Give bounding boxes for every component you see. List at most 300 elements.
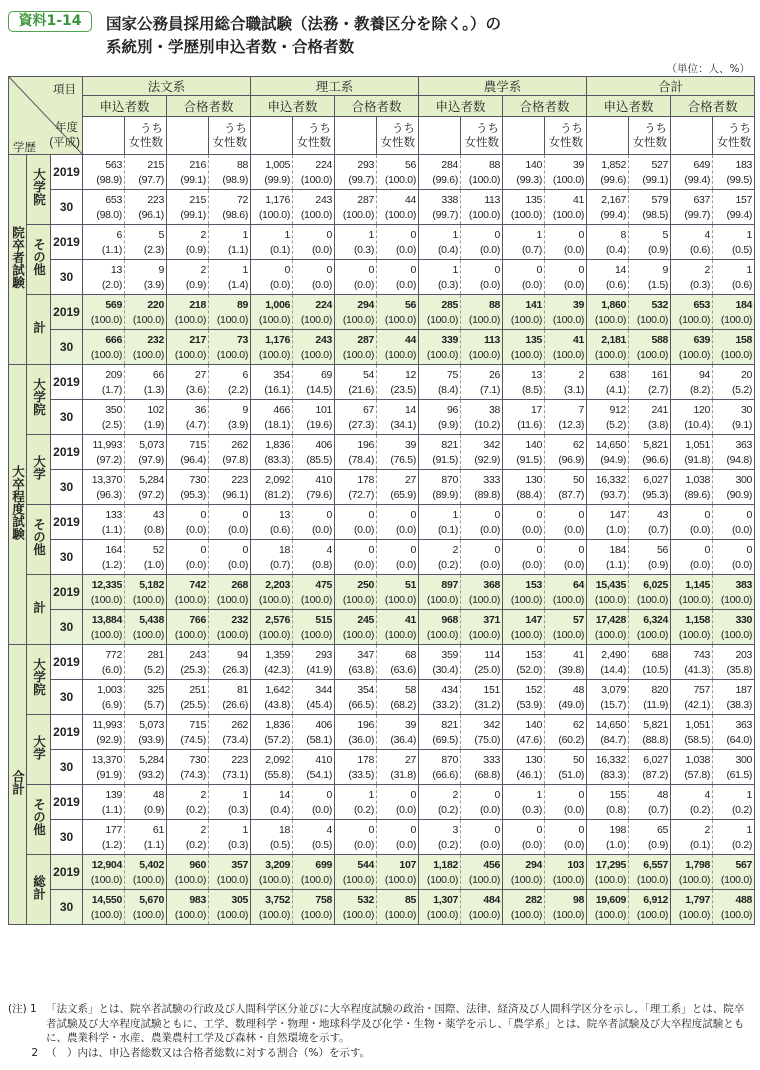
count-value: 0	[368, 263, 375, 276]
percent-value: (89.6)	[684, 488, 711, 501]
corner-item-label: 項目	[53, 84, 77, 96]
percent-value: (74.5)	[180, 733, 207, 746]
value-cell	[503, 715, 545, 750]
percent-value: (61.5)	[726, 768, 753, 781]
count-value: 216	[189, 158, 207, 171]
count-value: 333	[483, 753, 501, 766]
value-cell	[587, 365, 629, 400]
count-value: 2,181	[601, 333, 627, 346]
percent-value: (0.0)	[689, 523, 711, 536]
value-cell	[125, 155, 167, 190]
value-cell	[587, 400, 629, 435]
value-cell	[503, 645, 545, 680]
percent-value: (95.3)	[642, 488, 669, 501]
count-value: 58	[404, 683, 417, 696]
percent-value: (91.8)	[684, 453, 711, 466]
count-value: 250	[357, 578, 375, 591]
count-value: 368	[483, 578, 501, 591]
percent-value: (100.0)	[426, 593, 459, 606]
section-label: 大卒程度試験	[9, 365, 27, 645]
count-value: 342	[483, 438, 501, 451]
count-value: 406	[315, 718, 333, 731]
footnotes	[8, 1002, 753, 1060]
value-cell	[293, 645, 335, 680]
year-cell: 2019	[51, 715, 83, 750]
percent-value: (100.0)	[342, 873, 375, 886]
percent-value: (0.1)	[437, 523, 459, 536]
percent-value: (99.6)	[600, 173, 627, 186]
count-value: 532	[651, 298, 669, 311]
count-value: 0	[704, 543, 711, 556]
count-value: 1,145	[685, 578, 711, 591]
table-row	[9, 820, 755, 855]
percent-value: (100.0)	[300, 908, 333, 921]
value-cell	[545, 260, 587, 295]
value-cell	[671, 715, 713, 750]
count-value: 140	[525, 718, 543, 731]
percent-value: (100.0)	[552, 173, 585, 186]
percent-value: (0.2)	[731, 803, 753, 816]
count-value: 141	[525, 298, 543, 311]
percent-value: (100.0)	[258, 873, 291, 886]
percent-value: (100.0)	[678, 628, 711, 641]
value-cell	[293, 715, 335, 750]
count-value: 209	[105, 368, 123, 381]
count-value: 371	[483, 613, 501, 626]
percent-value: (91.5)	[516, 453, 543, 466]
count-value: 294	[357, 298, 375, 311]
count-value: 41	[572, 193, 585, 206]
value-cell	[293, 365, 335, 400]
value-cell	[629, 750, 671, 785]
subheader-apply: 申込者数	[83, 96, 167, 117]
percent-value: (36.0)	[348, 733, 375, 746]
value-cell	[335, 190, 377, 225]
percent-value: (49.0)	[558, 698, 585, 711]
count-value: 158	[735, 333, 753, 346]
value-cell	[251, 750, 293, 785]
count-value: 0	[410, 543, 417, 556]
value-cell	[419, 855, 461, 890]
value-cell	[629, 225, 671, 260]
percent-value: (3.9)	[143, 278, 165, 291]
percent-value: (0.9)	[143, 803, 165, 816]
value-cell	[209, 505, 251, 540]
percent-value: (3.1)	[563, 383, 585, 396]
header-blank-cell	[503, 117, 545, 155]
category-label: 大学院	[27, 155, 51, 225]
percent-value: (100.0)	[720, 873, 753, 886]
value-cell	[83, 295, 125, 330]
count-value: 13,370	[91, 753, 123, 766]
percent-value: (0.0)	[521, 558, 543, 571]
percent-value: (100.0)	[552, 593, 585, 606]
count-value: 821	[441, 718, 459, 731]
value-cell	[335, 855, 377, 890]
value-cell	[671, 435, 713, 470]
count-value: 41	[572, 648, 585, 661]
value-cell	[587, 680, 629, 715]
percent-value: (0.0)	[479, 523, 501, 536]
count-value: 766	[189, 613, 207, 626]
percent-value: (100.0)	[552, 628, 585, 641]
category-label: その他	[27, 505, 51, 575]
value-cell	[167, 645, 209, 680]
count-value: 18	[278, 823, 291, 836]
value-cell	[335, 610, 377, 645]
count-value: 1	[746, 823, 753, 836]
value-cell	[713, 575, 755, 610]
value-cell	[293, 855, 335, 890]
section-label: 合計	[9, 645, 27, 925]
count-value: 475	[315, 578, 333, 591]
count-value: 5,821	[643, 438, 669, 451]
count-value: 0	[578, 263, 585, 276]
count-value: 19,609	[595, 893, 627, 906]
percent-value: (97.2)	[138, 488, 165, 501]
count-value: 18	[278, 543, 291, 556]
value-cell	[545, 295, 587, 330]
value-cell	[293, 330, 335, 365]
percent-value: (1.9)	[143, 418, 165, 431]
value-cell	[629, 295, 671, 330]
value-cell	[167, 855, 209, 890]
count-value: 410	[315, 473, 333, 486]
count-value: 638	[609, 368, 627, 381]
count-value: 120	[693, 403, 711, 416]
percent-value: (100.0)	[216, 873, 249, 886]
count-value: 48	[656, 788, 669, 801]
count-value: 2	[452, 543, 459, 556]
count-value: 6,912	[643, 893, 669, 906]
count-value: 243	[189, 648, 207, 661]
percent-value: (100.0)	[342, 908, 375, 921]
count-value: 300	[735, 753, 753, 766]
value-cell	[587, 155, 629, 190]
percent-value: (100.0)	[384, 313, 417, 326]
value-cell	[671, 330, 713, 365]
count-value: 0	[326, 263, 333, 276]
value-cell	[671, 155, 713, 190]
value-cell	[83, 750, 125, 785]
count-value: 821	[441, 438, 459, 451]
value-cell	[167, 820, 209, 855]
count-value: 14	[404, 403, 417, 416]
subheader-women: うち 女性数	[377, 117, 419, 155]
count-value: 715	[189, 438, 207, 451]
count-value: 870	[441, 473, 459, 486]
count-value: 527	[651, 158, 669, 171]
percent-value: (100.0)	[90, 908, 123, 921]
percent-value: (35.8)	[726, 663, 753, 676]
header-blank-cell	[167, 117, 209, 155]
percent-value: (100.0)	[174, 593, 207, 606]
percent-value: (0.0)	[353, 558, 375, 571]
value-cell	[419, 295, 461, 330]
value-cell	[167, 225, 209, 260]
value-cell	[503, 435, 545, 470]
count-value: 0	[326, 228, 333, 241]
percent-value: (85.5)	[306, 453, 333, 466]
percent-value: (75.0)	[474, 733, 501, 746]
count-value: 4	[704, 228, 711, 241]
table-row	[9, 365, 755, 400]
value-cell	[83, 820, 125, 855]
value-cell	[83, 330, 125, 365]
count-value: 153	[525, 578, 543, 591]
percent-value: (91.9)	[96, 768, 123, 781]
value-cell	[377, 365, 419, 400]
corner-header	[9, 77, 83, 155]
percent-value: (1.7)	[101, 383, 123, 396]
percent-value: (0.8)	[143, 523, 165, 536]
percent-value: (100.0)	[216, 628, 249, 641]
count-value: 5	[662, 228, 669, 241]
count-value: 0	[368, 508, 375, 521]
percent-value: (100.0)	[636, 628, 669, 641]
count-value: 14	[278, 788, 291, 801]
percent-value: (100.0)	[678, 873, 711, 886]
value-cell	[629, 645, 671, 680]
percent-value: (100.0)	[174, 313, 207, 326]
count-value: 54	[362, 368, 375, 381]
value-cell	[209, 295, 251, 330]
percent-value: (100.0)	[300, 173, 333, 186]
percent-value: (100.0)	[384, 873, 417, 886]
count-value: 325	[147, 683, 165, 696]
value-cell	[293, 190, 335, 225]
percent-value: (26.6)	[222, 698, 249, 711]
value-cell	[419, 435, 461, 470]
count-value: 1,176	[265, 193, 291, 206]
percent-value: (57.8)	[684, 768, 711, 781]
count-value: 1	[242, 823, 249, 836]
value-cell	[377, 435, 419, 470]
count-value: 107	[399, 858, 417, 871]
count-value: 1,836	[265, 718, 291, 731]
corner-edu-label: 学歴	[13, 142, 36, 154]
value-cell	[671, 470, 713, 505]
value-cell	[461, 330, 503, 365]
value-cell	[377, 190, 419, 225]
value-cell	[251, 400, 293, 435]
value-cell	[209, 680, 251, 715]
percent-value: (100.0)	[594, 313, 627, 326]
value-cell	[545, 470, 587, 505]
count-value: 2	[200, 788, 207, 801]
percent-value: (96.4)	[180, 453, 207, 466]
count-value: 0	[578, 228, 585, 241]
count-value: 13,370	[91, 473, 123, 486]
count-value: 11,993	[92, 718, 123, 731]
percent-value: (100.0)	[594, 628, 627, 641]
category-label: 計	[27, 575, 51, 645]
percent-value: (100.0)	[426, 348, 459, 361]
value-cell	[83, 155, 125, 190]
count-value: 305	[231, 893, 249, 906]
count-value: 0	[368, 543, 375, 556]
value-cell	[629, 260, 671, 295]
count-value: 139	[105, 788, 123, 801]
category-label: 大学	[27, 435, 51, 505]
percent-value: (100.0)	[132, 313, 165, 326]
percent-value: (4.1)	[605, 383, 627, 396]
count-value: 20	[740, 368, 753, 381]
table-row	[9, 470, 755, 505]
value-cell	[503, 855, 545, 890]
count-value: 218	[189, 298, 207, 311]
percent-value: (99.3)	[516, 173, 543, 186]
count-value: 41	[572, 333, 585, 346]
title-line-1: 国家公務員採用総合職試験（法務・教養区分を除く。）の	[106, 15, 501, 33]
count-value: 8	[620, 228, 627, 241]
percent-value: (0.0)	[731, 558, 753, 571]
count-value: 354	[273, 368, 291, 381]
value-cell	[587, 435, 629, 470]
percent-value: (0.7)	[521, 243, 543, 256]
percent-value: (26.3)	[222, 663, 249, 676]
count-value: 666	[105, 333, 123, 346]
year-cell: 2019	[51, 575, 83, 610]
value-cell	[377, 540, 419, 575]
percent-value: (2.5)	[101, 418, 123, 431]
percent-value: (96.1)	[222, 488, 249, 501]
count-value: 72	[236, 193, 249, 206]
value-cell	[587, 470, 629, 505]
percent-value: (100.0)	[174, 908, 207, 921]
value-cell	[251, 260, 293, 295]
percent-value: (100.0)	[90, 628, 123, 641]
count-value: 0	[200, 543, 207, 556]
count-value: 1,797	[685, 893, 711, 906]
percent-value: (96.9)	[558, 453, 585, 466]
table-row	[9, 680, 755, 715]
value-cell	[209, 610, 251, 645]
percent-value: (96.1)	[138, 208, 165, 221]
percent-value: (100.0)	[720, 348, 753, 361]
value-cell	[377, 400, 419, 435]
count-value: 1	[746, 228, 753, 241]
percent-value: (100.0)	[468, 593, 501, 606]
count-value: 48	[572, 683, 585, 696]
percent-value: (100.0)	[468, 208, 501, 221]
count-value: 3	[452, 823, 459, 836]
percent-value: (100.0)	[132, 873, 165, 886]
percent-value: (100.0)	[594, 593, 627, 606]
count-value: 232	[231, 613, 249, 626]
value-cell	[503, 610, 545, 645]
value-cell	[167, 890, 209, 925]
percent-value: (0.2)	[731, 838, 753, 851]
count-value: 758	[315, 893, 333, 906]
percent-value: (0.0)	[395, 803, 417, 816]
percent-value: (42.1)	[684, 698, 711, 711]
count-value: 281	[147, 648, 165, 661]
count-value: 56	[404, 298, 417, 311]
value-cell	[671, 190, 713, 225]
value-cell	[377, 855, 419, 890]
count-value: 1	[452, 508, 459, 521]
count-value: 50	[572, 473, 585, 486]
percent-value: (0.0)	[479, 803, 501, 816]
value-cell	[629, 155, 671, 190]
percent-value: (99.9)	[264, 173, 291, 186]
count-value: 1	[368, 788, 375, 801]
percent-value: (30.4)	[432, 663, 459, 676]
value-cell	[335, 225, 377, 260]
count-value: 532	[357, 893, 375, 906]
count-value: 0	[410, 228, 417, 241]
subheader-women: うち 女性数	[461, 117, 503, 155]
count-value: 14,650	[595, 438, 627, 451]
year-cell: 30	[51, 750, 83, 785]
subheader-women: うち 女性数	[545, 117, 587, 155]
percent-value: (47.6)	[516, 733, 543, 746]
value-cell	[167, 330, 209, 365]
percent-value: (66.6)	[432, 768, 459, 781]
percent-value: (1.1)	[143, 838, 165, 851]
percent-value: (0.0)	[227, 558, 249, 571]
count-value: 88	[488, 298, 501, 311]
value-cell	[293, 400, 335, 435]
percent-value: (0.2)	[437, 803, 459, 816]
count-value: 820	[651, 683, 669, 696]
value-cell	[209, 540, 251, 575]
value-cell	[167, 400, 209, 435]
count-value: 2	[200, 263, 207, 276]
value-cell	[713, 155, 755, 190]
subheader-women: うち 女性数	[125, 117, 167, 155]
value-cell	[713, 505, 755, 540]
percent-value: (74.3)	[180, 768, 207, 781]
percent-value: (10.2)	[474, 418, 501, 431]
count-value: 287	[357, 193, 375, 206]
count-value: 488	[735, 893, 753, 906]
percent-value: (91.5)	[432, 453, 459, 466]
group-header-total: 合計	[587, 77, 755, 96]
value-cell	[125, 680, 167, 715]
percent-value: (83.3)	[264, 453, 291, 466]
count-value: 0	[494, 263, 501, 276]
value-cell	[125, 400, 167, 435]
value-cell	[83, 610, 125, 645]
percent-value: (34.1)	[390, 418, 417, 431]
corner-year-sub-label: (平成)	[49, 137, 81, 149]
count-value: 983	[189, 893, 207, 906]
count-value: 67	[362, 403, 375, 416]
percent-value: (100.0)	[300, 313, 333, 326]
value-cell	[461, 470, 503, 505]
count-value: 0	[578, 788, 585, 801]
percent-value: (0.0)	[479, 838, 501, 851]
percent-value: (79.6)	[306, 488, 333, 501]
year-cell: 2019	[51, 435, 83, 470]
percent-value: (100.0)	[468, 173, 501, 186]
value-cell	[335, 295, 377, 330]
percent-value: (99.1)	[180, 208, 207, 221]
count-value: 282	[525, 893, 543, 906]
count-value: 13	[530, 368, 543, 381]
value-cell	[83, 575, 125, 610]
percent-value: (1.2)	[101, 838, 123, 851]
value-cell	[167, 750, 209, 785]
value-cell	[587, 330, 629, 365]
value-cell	[251, 785, 293, 820]
value-cell	[419, 645, 461, 680]
year-cell: 2019	[51, 365, 83, 400]
count-value: 27	[404, 753, 417, 766]
value-cell	[587, 785, 629, 820]
